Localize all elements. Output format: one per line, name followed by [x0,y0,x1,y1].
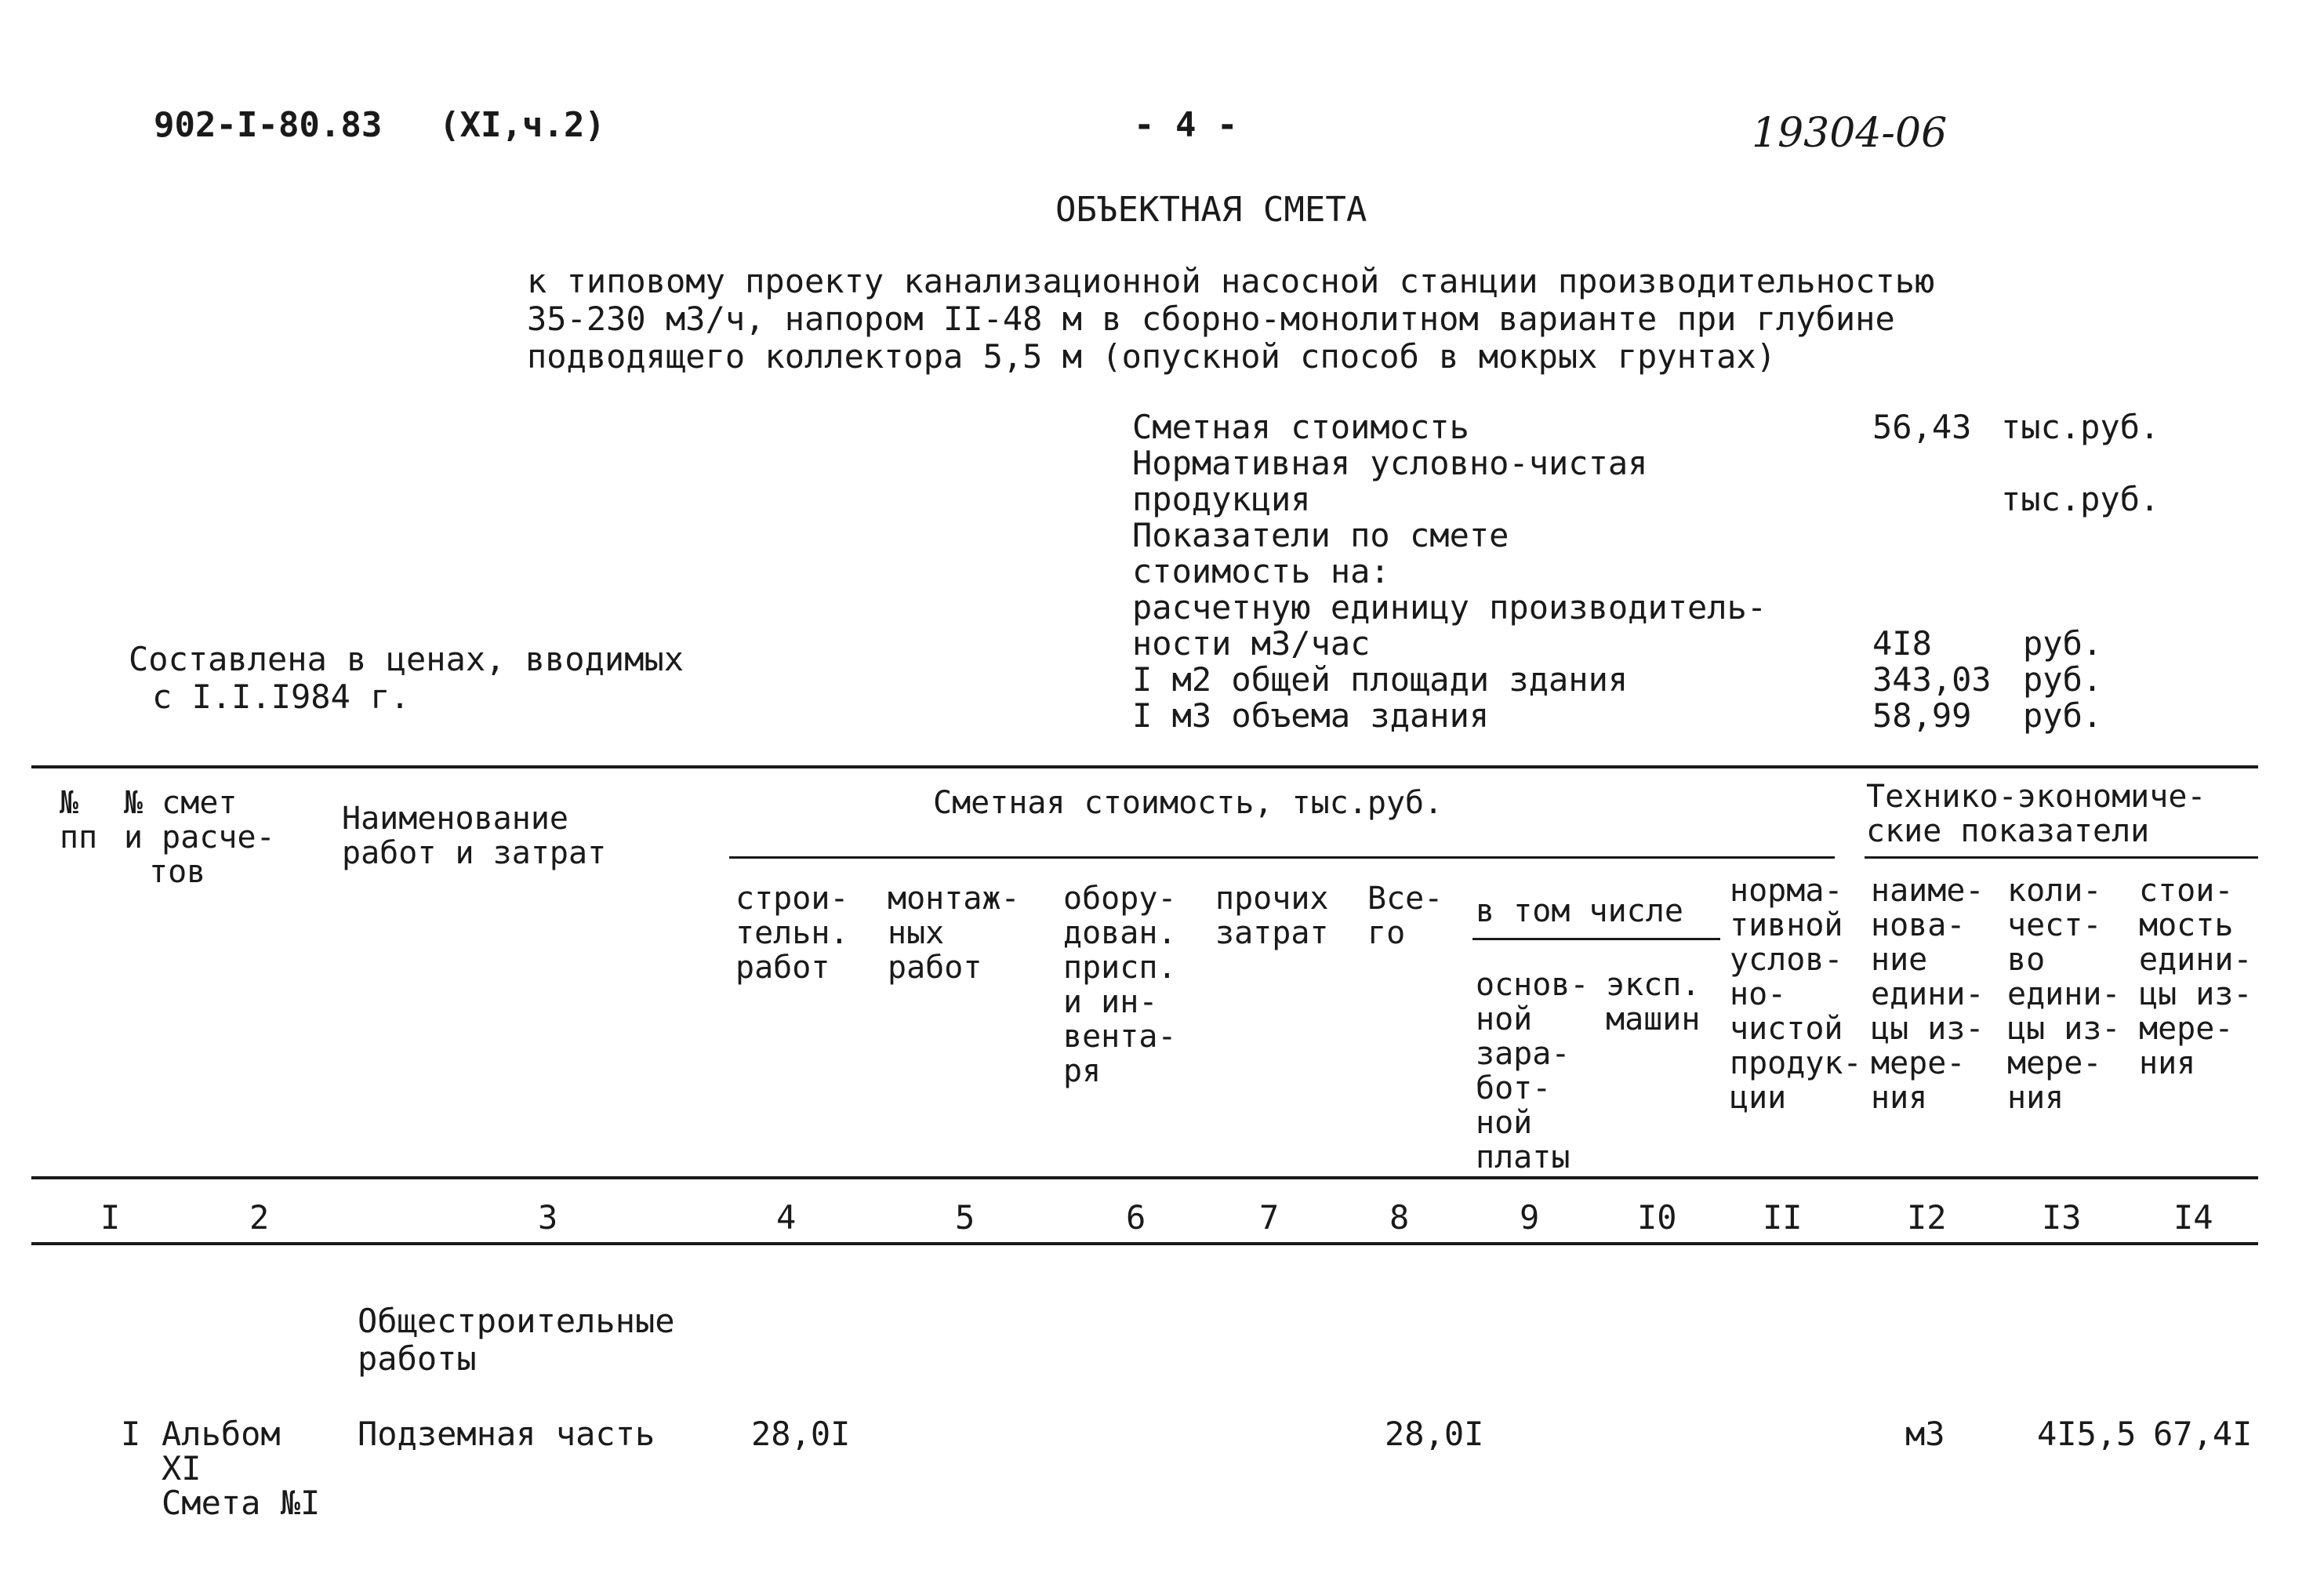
header-col11-line: чистой [1730,1011,1843,1047]
header-col6-line: обору- [1063,881,1177,917]
header-bottom-rule [31,1176,2258,1179]
col-numbers-rule [31,1242,2258,1245]
header-col6-line: дован. [1063,915,1177,951]
document-part: (XI,ч.2) [439,105,605,145]
header-col4-line: работ [735,950,830,986]
volume-unit: руб. [2023,696,2103,735]
area-value: 343,03 [1872,660,1992,699]
col-number-13: I3 [2042,1198,2082,1237]
estimated-cost-unit: тыс.руб. [2001,408,2160,446]
header-col8-line: Все- [1367,881,1443,917]
header-col12-line: наиме- [1871,873,1984,909]
header-col13-line: едини- [2007,976,2121,1012]
header-col11-line: услов- [1730,942,1843,978]
header-col14-line: ния [2139,1045,2196,1081]
header-col4-line: тельн. [735,915,849,951]
col-number-14: I4 [2173,1198,2213,1237]
norm-product-unit: тыс.руб. [2001,480,2160,518]
area-unit: руб. [2023,660,2103,699]
header-col12-line: мере- [1871,1045,1966,1081]
header-col8-line: го [1367,915,1406,951]
header-col3-line: работ и затрат [342,835,607,871]
subtitle-line-1: к типовому проекту канализационной насосной станции производительностью [527,262,1935,300]
subtitle-line-2: 35-230 м3/ч, напором II-48 м в сборно-монолитном варианте при глубине [527,300,1895,338]
header-col9-line: основ- [1476,967,1589,1003]
header-col13-line: цы из- [2007,1011,2121,1047]
header-col9-line: зара- [1476,1036,1571,1072]
col-number-3: 3 [538,1198,558,1237]
cost-group-rule [729,856,1835,859]
header-col4-line: строи- [735,881,849,917]
area-label: I м2 общей площади здания [1132,660,1629,699]
row-quantity: 4I5,5 [2037,1415,2137,1453]
header-col7-line: прочих [1215,881,1329,917]
header-col12-line: цы из- [1871,1011,1984,1047]
header-col5-line: работ [888,950,982,986]
col-number-10: I0 [1637,1198,1677,1237]
incl-group-rule [1472,938,1720,940]
estimated-cost-label: Сметная стоимость [1132,408,1469,446]
header-col14-line: цы из- [2139,976,2253,1012]
row-unit: м3 [1905,1415,1945,1453]
header-cost-group: Сметная стоимость, тыс.руб. [933,785,1443,821]
header-col6-line: вента- [1063,1019,1177,1055]
col-number-8: 8 [1389,1198,1410,1237]
header-col1-line: пп [60,819,98,856]
tech-group-rule [1865,856,2258,859]
header-tech-group-line: ские показатели [1866,813,2150,849]
section-title-line-1: Общестроительные [358,1302,675,1340]
header-col9-line: ной [1476,1001,1533,1037]
header-col10-line: машин [1606,1001,1701,1037]
header-col13-line: коли- [2007,873,2102,909]
header-col6-line: присп. [1063,950,1177,986]
header-col9-line: ной [1476,1105,1533,1141]
header-col13-line: мере- [2007,1045,2102,1081]
header-col14-line: мере- [2139,1011,2234,1047]
header-col10-line: эксп. [1606,967,1701,1003]
header-col14-line: стои- [2139,873,2234,909]
unit-capacity-unit: руб. [2023,624,2103,663]
document-code: 902-I-80.83 [154,105,383,145]
row-construction-cost: 28,0I [751,1415,851,1453]
header-col6-line: и ин- [1063,984,1158,1020]
estimated-cost-value: 56,43 [1872,408,1972,446]
header-col9-line: платы [1476,1139,1571,1175]
col-number-11: II [1763,1198,1803,1237]
unit-capacity-value: 4I8 [1872,624,1932,663]
row-num: I [121,1415,141,1453]
norm-product-label-2: продукция [1132,480,1311,518]
col-number-6: 6 [1126,1198,1146,1237]
volume-label: I м3 объема здания [1132,696,1490,735]
header-incl-group: в том числе [1476,893,1683,929]
prices-note-line-1: Составлена в ценах, вводимых [129,640,684,678]
header-col11-line: ции [1730,1080,1787,1116]
col-number-12: I2 [1907,1198,1947,1237]
header-col14-line: мость [2139,907,2234,943]
header-col12-line: едини- [1871,976,1984,1012]
header-col11-line: продук- [1730,1045,1862,1081]
row-unit-cost: 67,4I [2153,1415,2253,1453]
row-total-cost: 28,0I [1385,1415,1484,1453]
header-col2-line: и расче- [124,819,275,856]
header-col5-line: монтаж- [888,881,1020,917]
volume-value: 58,99 [1872,696,1972,735]
header-col12-line: нова- [1871,907,1966,943]
unit-capacity-label-1: расчетную единицу производитель- [1132,588,1767,627]
subtitle-line-3: подводящего коллектора 5,5 м (опускной способ в мокрых грунтах) [527,337,1777,376]
section-title-line-2: работы [358,1339,477,1378]
header-col12-line: ния [1871,1080,1928,1116]
header-col1-line: № [60,785,79,821]
header-col11-line: тивной [1730,907,1843,943]
header-col13-line: во [2007,942,2046,978]
header-col7-line: затрат [1215,915,1329,951]
row-ref-line-1: Альбом [162,1415,281,1453]
header-col13-line: ния [2007,1080,2064,1116]
header-col12-line: ние [1871,942,1928,978]
norm-product-label-1: Нормативная условно-чистая [1132,444,1648,482]
handwritten-doc-number: 19304-06 [1752,110,1948,157]
col-number-5: 5 [955,1198,975,1237]
col-number-9: 9 [1520,1198,1540,1237]
row-ref-line-3: Смета №I [162,1484,321,1522]
table-top-rule [31,765,2258,768]
header-col6-line: ря [1063,1053,1102,1089]
col-number-4: 4 [776,1198,797,1237]
page-number: - 4 - [1134,105,1238,145]
page-title: ОБЪЕКТНАЯ СМЕТА [1055,190,1367,230]
header-col2-line: тов [149,854,206,890]
header-tech-group-line: Технико-экономиче- [1866,779,2206,815]
col-number-1: I [100,1198,121,1237]
col-number-2: 2 [249,1198,270,1237]
header-col11-line: норма- [1730,873,1843,909]
header-col5-line: ных [888,915,945,951]
header-col9-line: бот- [1476,1070,1552,1106]
indicators-label-1: Показатели по смете [1132,516,1509,554]
header-col3-line: Наименование [342,801,568,837]
header-col13-line: чест- [2007,907,2102,943]
col-number-7: 7 [1259,1198,1280,1237]
unit-capacity-label-2: ности м3/час [1132,624,1371,663]
header-col11-line: но- [1730,976,1787,1012]
header-col2-line: № смет [124,785,238,821]
indicators-label-2: стоимость на: [1132,552,1390,590]
header-col14-line: едини- [2139,942,2253,978]
row-name: Подземная часть [358,1415,655,1453]
row-ref-line-2: XI [162,1449,202,1488]
prices-note-line-2: с I.I.I984 г. [152,678,410,716]
